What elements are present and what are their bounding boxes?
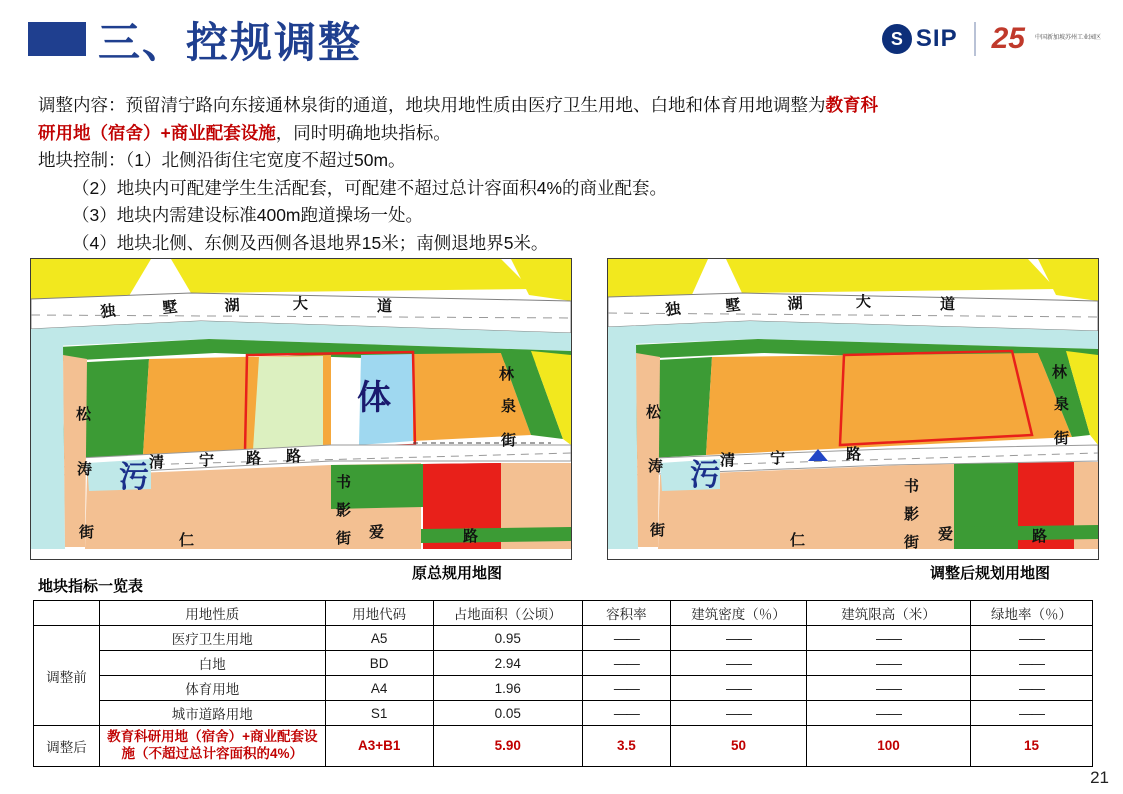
- desc-line-4: （2）地块内可配建学生生活配套，可配建不超过总计容面积4%的商业配套。: [72, 177, 668, 198]
- table-row: [34, 676, 1093, 701]
- cell-green: ——: [971, 651, 1093, 676]
- cell-height: ——: [806, 676, 970, 701]
- svg-text:涛: 涛: [77, 460, 93, 478]
- cell-density: 50: [670, 726, 806, 767]
- desc-line-1: 调整内容：预留清宁路向东接通林泉街的通道，地块用地性质由医疗卫生用地、白地和体育用地调整为教育科: [38, 95, 878, 115]
- cell-green: ——: [971, 626, 1093, 651]
- map-after-caption: 调整后规划用地图: [930, 565, 1051, 582]
- svg-text:街: 街: [650, 521, 666, 539]
- th-height: 建筑限高（米）: [806, 601, 970, 626]
- svg-text:清: 清: [149, 453, 165, 471]
- cell-far: 3.5: [582, 726, 670, 767]
- svg-text:影: 影: [336, 501, 352, 519]
- page-header: [0, 0, 1123, 80]
- svg-text:仁: 仁: [179, 531, 195, 549]
- cell-use: 医疗卫生用地: [99, 626, 325, 651]
- svg-text:爱: 爱: [938, 525, 954, 543]
- cell-use: 白地: [99, 651, 325, 676]
- description-block: [38, 92, 1098, 258]
- svg-text:泉: 泉: [1054, 395, 1070, 413]
- cell-use: 体育用地: [99, 676, 325, 701]
- svg-text:道: 道: [940, 295, 956, 313]
- svg-text:宁: 宁: [199, 451, 215, 469]
- svg-text:街: 街: [79, 523, 95, 541]
- cell-area: 0.95: [433, 626, 582, 651]
- cell-height: ——: [806, 701, 970, 726]
- logo-text: SIP: [915, 25, 958, 52]
- table-header-row: [34, 601, 1093, 626]
- cell-green: ——: [971, 676, 1093, 701]
- svg-text:路: 路: [286, 447, 302, 465]
- desc-line-2: 研用地（宿舍）+商业配套设施，同时明确地块指标。: [38, 122, 451, 143]
- svg-text:清: 清: [720, 451, 736, 469]
- map-after-adjustment[interactable]: [607, 258, 1099, 560]
- cell-code: A5: [325, 626, 433, 651]
- svg-text:街: 街: [336, 529, 352, 547]
- desc-line-6: （4）地块北侧、东侧及西侧各退地界15米；南侧退地界5米。: [72, 232, 549, 253]
- svg-text:污: 污: [119, 460, 149, 495]
- th-code: 用地代码: [325, 601, 433, 626]
- svg-text:湖: 湖: [787, 293, 804, 313]
- cell-density: ——: [670, 626, 806, 651]
- cell-density: ——: [670, 676, 806, 701]
- table-row: [34, 701, 1093, 726]
- cell-height: ——: [806, 651, 970, 676]
- th-use: 用地性质: [99, 601, 325, 626]
- th-area: 占地面积（公顷）: [433, 601, 582, 626]
- page-title: 三、控规调整: [98, 19, 363, 66]
- svg-text:宁: 宁: [770, 449, 786, 467]
- svg-text:路: 路: [246, 449, 262, 467]
- cell-area: 2.94: [433, 651, 582, 676]
- logo-mark: [882, 24, 958, 54]
- svg-text:街: 街: [501, 431, 517, 449]
- svg-text:大: 大: [855, 292, 872, 311]
- svg-text:书: 书: [336, 473, 352, 491]
- logo-circle-icon: S: [882, 24, 912, 54]
- cell-green: ——: [971, 701, 1093, 726]
- svg-text:影: 影: [904, 505, 920, 523]
- table-row: [34, 626, 1093, 651]
- cell-far: ——: [582, 676, 670, 701]
- svg-text:爱: 爱: [369, 523, 385, 541]
- cell-code: BD: [325, 651, 433, 676]
- cell-far: ——: [582, 651, 670, 676]
- logo-subtext: 中国新加坡苏州工业园区: [1034, 35, 1101, 42]
- cell-density: ——: [670, 701, 806, 726]
- cell-use: 城市道路用地: [99, 701, 325, 726]
- header-accent-bar: [28, 22, 86, 56]
- svg-text:松: 松: [646, 403, 662, 421]
- svg-text:街: 街: [1054, 429, 1070, 447]
- cell-green: 15: [971, 726, 1093, 767]
- indicators-table: [33, 600, 1093, 767]
- svg-text:墅: 墅: [724, 295, 742, 315]
- cell-density: ——: [670, 651, 806, 676]
- svg-text:松: 松: [76, 405, 92, 423]
- svg-text:独: 独: [99, 301, 117, 321]
- svg-text:书: 书: [904, 477, 920, 495]
- sip-logo: [882, 16, 1101, 62]
- desc-line-5: （3）地块内需建设标准400m跑道操场一处。: [72, 205, 424, 226]
- svg-text:大: 大: [292, 294, 309, 313]
- svg-text:湖: 湖: [224, 295, 241, 315]
- cell-height: ——: [806, 626, 970, 651]
- svg-text:路: 路: [463, 527, 479, 545]
- cell-use: 教育科研用地（宿舍）+商业配套设施（不超过总计容面积的4%）: [99, 726, 325, 767]
- cell-code: A3+B1: [325, 726, 433, 767]
- svg-text:仁: 仁: [790, 531, 806, 549]
- svg-text:街: 街: [904, 533, 920, 551]
- cell-code: A4: [325, 676, 433, 701]
- cell-area: 5.90: [433, 726, 582, 767]
- th-green: 绿地率（％）: [971, 601, 1093, 626]
- map-before-caption: 原总规用地图: [412, 565, 503, 582]
- cell-area: 0.05: [433, 701, 582, 726]
- group-before-label: 调整前: [34, 626, 100, 726]
- table-row: [34, 651, 1093, 676]
- svg-text:独: 独: [664, 299, 682, 319]
- cell-code: S1: [325, 701, 433, 726]
- svg-text:路: 路: [1032, 527, 1048, 545]
- cell-area: 1.96: [433, 676, 582, 701]
- cell-height: 100: [806, 726, 970, 767]
- table-row-after: [34, 726, 1093, 767]
- th-density: 建筑密度（％）: [670, 601, 806, 626]
- svg-text:涛: 涛: [648, 457, 664, 475]
- cell-far: ——: [582, 626, 670, 651]
- cell-far: ——: [582, 701, 670, 726]
- svg-text:林: 林: [499, 365, 515, 383]
- th-blank: [34, 601, 100, 626]
- th-far: 容积率: [582, 601, 670, 626]
- svg-text:林: 林: [1052, 363, 1068, 381]
- logo-anniversary: 25: [991, 22, 1025, 55]
- page-number: 21: [1090, 768, 1109, 787]
- group-after-label: 调整后: [34, 726, 100, 767]
- svg-text:体: 体: [357, 378, 391, 418]
- svg-text:污: 污: [690, 458, 720, 493]
- svg-text:路: 路: [846, 445, 862, 463]
- desc-line-3: 地块控制：（1）北侧沿街住宅宽度不超过50m。: [38, 150, 406, 171]
- table-caption: 地块指标一览表: [38, 578, 144, 595]
- svg-text:泉: 泉: [501, 397, 517, 415]
- logo-divider: [974, 22, 976, 56]
- svg-text:道: 道: [377, 297, 393, 315]
- svg-text:墅: 墅: [161, 297, 179, 317]
- map-before-adjustment[interactable]: [30, 258, 572, 560]
